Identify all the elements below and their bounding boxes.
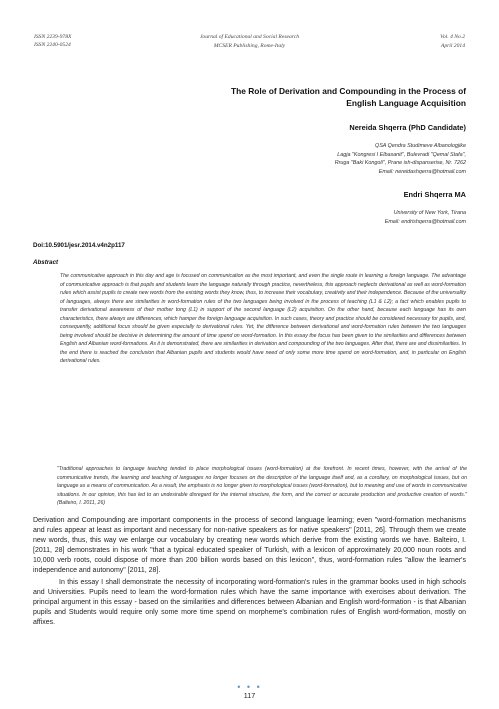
article-title [166,86,466,109]
body-paragraph-1: Derivation and Compounding are important components in the process of second language learning; even "word-formation mechanisms and rules appear at least as important and necessary for non-native speakers as for native speakers" [2011, 26]. Through them we create new words, thus, this way we enlarge our vocabulary by creating new words which derive from the existing words we have. Balteiro, I. [2011, 28] demonstrates in his work "that a typical educated speaker of Turkish, with a lexicon of approximately 20,000 noun roots and 10,000 verb roots, could dispose of more than 200 billion words based on this lexicon", thus, word-formation rules "allow the learner's independence and autonomy" [2011, 28]. [33,517,466,574]
doi: Doi:10.5901/jesr.2014.v4n2p117 [33,242,125,249]
affiliation-line: Rruga "Baki Kongoli", Prane ish-dispanserise, Nr. 7262 [334,160,466,167]
header-journal [150,33,349,51]
title-line-1: The Role of Derivation and Compounding in the Process of [231,86,466,96]
header-volume [440,33,465,51]
epigraph-quote: "Traditional approaches to language teaching tended to place morphological issues (word-formation) at the forefront. In recent times, however, with the arrival of the communicative trends, the learning and teaching of languages no longer focuses on the description of the language itself and, as a corollary, on morphological issues, but on language as a means of communication. As a result, the emphasis is no longer given to morphological issues (word-formation), but to meaning and use of words in communicative situations. In our opinion, this has led to an undesirable disregard for the internal structure, the form, and the correct or accurate production and productive creation of words." (Balteiro, I. 2011, 26) [57,466,467,507]
page-number: 117 [243,691,256,700]
affiliation-line: QSA Qendra Studimeve Albanologjike [375,143,466,149]
issue-date: April 2014 [440,43,465,49]
affiliation-line: Lagja "Kongresi I Elbasanit", Bulevradi "Qemal Stafa", [337,151,466,158]
header-issn [34,33,71,49]
issn-online: ISSN 2240-0524 [34,42,71,48]
author-email: Email: nereidashqerra@hotmail.com [378,168,466,175]
body-text [33,516,466,628]
author-affiliation-2 [385,209,466,226]
footer-ornament: • • • [237,682,262,692]
author-name-1: Nereida Shqerra (PhD Candidate) [349,123,466,132]
abstract-text: The communicative approach in this day and age is focused on communication as the most important, and even the single route in learning a foreign language. The advantage of communicative approach is that pupils and students learn the language naturally through practice, nevertheless, this approach neglects derivational as well as word-formation rules which assist pupils to create new words from the existing words they know, thus, to increase their vocabulary, creativity and their independence. Because of the universality of languages, always there are similarities in word-formation rules of the two languages being involved in the process of teaching (L1 & L2); a fact which enables pupils to transfer derivational awareness of their mother tong (L1) in support of the second language (L2) acquisition. On the other hand, because each language has its own characteristics, there always are differences, which hamper the foreign language acquisition. In such cases, theory and practice should be considered necessary for pupils, and, consequently, additional focus should be given especially to derivational rules. Yet, the difference between derivational and word-formation rules between the two languages being involved should be decisive in determining the amount of time spend on word-formation. In this essay the focus has been given to the similarities and differences between English and Albanian word-formations. As it is demonstrated, there are similarities in derivation and compounding of the two languages. After that, there are and dissimilarities. In the end there is reached the conclusion that Albanian pupils and students would have need of only some more time spend on word-formation, and, in particular on English derivational rules. [60,273,466,365]
publisher: MCSER Publishing, Rome-Italy [213,43,286,49]
affiliation-line: University of New York, Tirana [393,210,466,216]
abstract-heading: Abstract [33,259,59,266]
author-email: Email: endrishqerra@hotmail.com [384,218,466,225]
author-affiliation-1 [335,142,466,176]
author-name-2: Endri Shqerra MA [403,190,466,199]
title-line-2: English Language Acquisition [346,97,466,108]
body-paragraph-2: In this essay I shall demonstrate the necessity of incorporating word-formation's rules in the grammar books used in high schools and Universities. Pupils need to learn the word-formation rules which have the same importance with exercises about derivation. The principal argument in this essay - based on the similarities and differences between Albanian and English word-formation - is that Albanian pupils and Students would require only some more time spend on morpheme's combination rules of English word-formation, mostly on affixes. [33,579,466,626]
volume: Vol. 4 No.2 [440,34,465,40]
journal-name: Journal of Educational and Social Research [199,34,300,40]
issn-print: ISSN 2239-978X [34,34,72,40]
